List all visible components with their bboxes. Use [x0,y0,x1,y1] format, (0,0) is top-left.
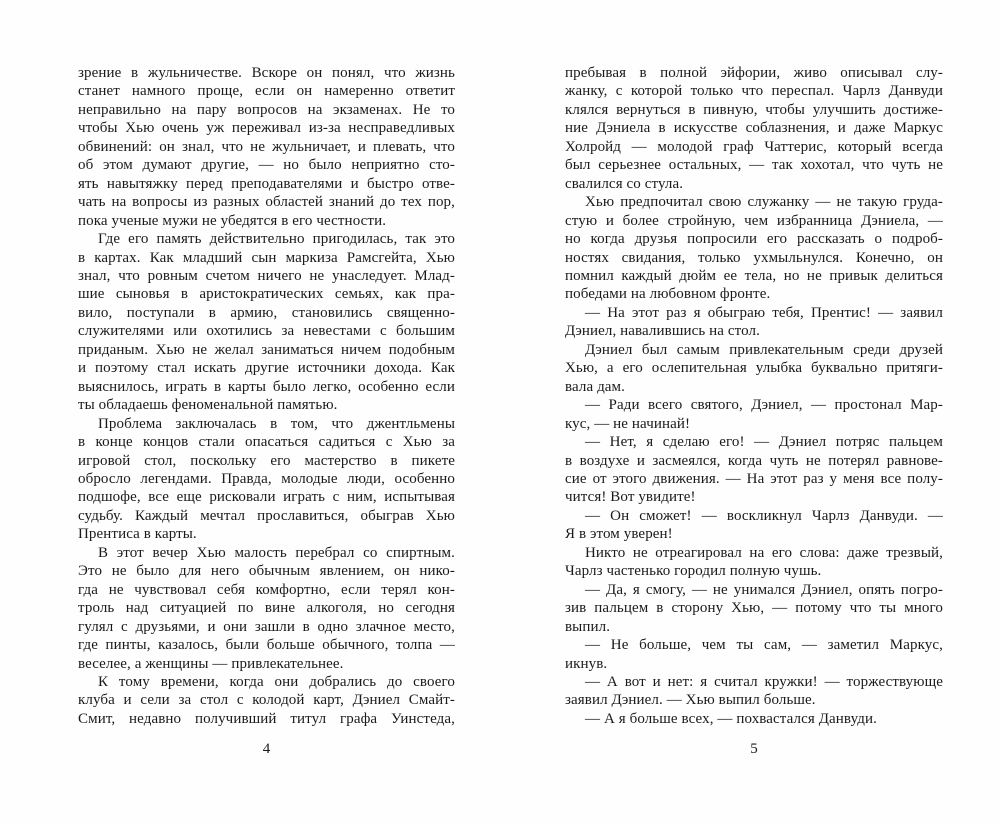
text-line: — Нет, я сделаю его! — Дэниел потряс пальцем [585,434,943,451]
text-line: стую и более стройную, чем избранница Дэниела, — [565,212,943,229]
text-line: Хью, а его ослепительная улыбка буквально притяги- [565,360,943,377]
text-line: Никто не отреагировал на его слова: даже трезвый, [585,544,943,561]
text-line: выпил. [565,618,611,635]
paragraph [565,304,943,341]
text-line: станет намного проще, если он намеренно ответит [78,83,455,100]
paragraph [565,507,943,544]
text-line: Дэниел, навалившись на стол. [565,323,760,340]
text-line: Дэниел был самым привлекательным среди друзей [585,341,943,358]
text-line: — На этот раз я обыграю тебя, Прентис! — заявил [585,304,943,321]
text-line: служителями или охотились за невестами с большим [78,323,455,340]
text-line: — Ради всего святого, Дэниел, — простонал Мар- [585,397,943,414]
text-line: вала дам. [565,378,625,395]
paragraph [565,710,943,728]
text-line: — Он сможет! — воскликнул Чарлз Данвуди. — [585,507,943,524]
paragraph [565,64,943,193]
text-line: в воздухе и засмеялся, когда чуть не потерял равнове- [565,452,943,469]
paragraph [565,581,943,636]
text-line: выяснилось, играть в карты было легко, особенно если [78,378,455,395]
text-line: — А я больше всех, — похвастался Данвуди. [585,710,877,727]
text-line: троль над ситуацией по вине алкоголя, но сегодня [78,600,455,617]
text-line: Хью предпочитал свою служанку — не такую груда- [585,194,943,211]
paragraph [565,673,943,710]
text-line: приданым. Хью не желал заниматься ничем подобным [78,341,455,358]
text-line: знал, что ровным счетом ничего не унаследует. Млад- [78,267,455,284]
text-line: Холройд — молодой граф Чаттерис, который всегда [565,138,943,155]
text-line: но когда друзья попросили его рассказать о подроб- [565,231,943,248]
paragraph [78,230,455,415]
text-line: обвинений: он знал, что не жульничает, и плевать, что [78,138,455,155]
paragraph [78,415,455,544]
text-line: обросло легендами. Правда, молодые люди, особенно [78,470,455,487]
text-line: пока ученые мужи не убедятся в его честности. [78,212,387,229]
text-line: клуба и сели за стол с колодой карт, Дэниел Смайт- [78,692,455,709]
text-line: шие сыновья в аристократических семьях, как пра- [78,286,455,303]
text-line: кус, — не начинай! [565,415,691,432]
paragraph [78,544,455,673]
text-line: заявил Дэниел. — Хью выпил больше. [565,692,816,709]
paragraph [565,396,943,433]
text-line: — Не больше, чем ты сам, — заметил Маркус, [585,637,943,654]
text-line: чтобы Хью очень уж переживал из-за несправедливых [78,120,455,137]
text-line: пребывая в полной эйфории, живо описывал слу- [565,65,943,81]
text-line: неправильно на пару вопросов на экзаменах. Не то [78,101,455,118]
right-page-number: 5 [750,741,758,757]
text-line: ностях свидания, только ухмыльнулся. Конечно, он [565,249,943,266]
right-page-text-column [565,64,943,728]
paragraph [78,673,455,728]
text-line: ять навытяжку перед преподавателями и быстро отве- [78,175,455,192]
text-line: зрение в жульничестве. Вскоре он понял, что жизнь [78,65,455,81]
text-line: ты обладаешь феноменальной памятью. [78,397,338,414]
left-page-text-column [78,64,455,728]
text-line: К тому времени, когда они добрались до своего [98,673,455,690]
text-line: судьбу. Каждый мечтал прославиться, обыграв Хью [78,507,455,524]
text-line: был серьезнее остальных, — так хохотал, что чуть не [565,157,943,174]
text-line: В этот вечер Хью малость перебрал со спиртным. [98,544,455,561]
text-line: — Да, я смогу, — не унимался Дэниел, опять погро- [585,581,943,598]
text-line: в картах. Как младший сын маркиза Рамсгейта, Хью [78,249,455,266]
text-line: свалился со стула. [565,175,684,192]
paragraph [78,64,455,230]
paragraph [565,544,943,581]
text-line: Прентиса в карты. [78,526,197,543]
text-line: икнув. [565,655,608,672]
text-line: ние Дэниела в искусстве соблазнения, и даже Маркус [565,120,943,137]
text-line: об этом думают другие, — но было неприятно сто- [78,157,455,174]
text-line: в конце концов стали опасаться садиться с Хью за [78,434,455,451]
text-line: Где его память действительно пригодилась, так это [98,231,455,248]
left-page-number: 4 [262,741,271,757]
text-line: Смит, недавно получивший титул графа Уинстеда, [78,710,455,727]
text-line: жанку, с которой только что переспал. Чарлз Данвуди [565,83,943,100]
text-line: — А вот и нет: я считал кружки! — торжествующе [585,673,943,690]
paragraph [565,193,943,304]
text-line: победами на любовном фронте. [565,286,771,303]
text-line: чать на вопросы из разных областей знаний до тех пор, [78,194,455,211]
text-line: где пинты, казалось, были больше обычного, толпа — [78,637,455,654]
text-line: зив пальцем в сторону Хью, — потому что ты много [565,600,943,617]
text-line: гда не чувствовал себя комфортно, если терял кон- [78,581,455,598]
text-line: гулял с друзьями, и они зашли в одно злачное место, [78,618,455,635]
text-line: Проблема заключалась в том, что джентльмены [98,415,455,432]
paragraph [565,341,943,396]
text-line: сие от этого движения. — На этот раз у меня все полу- [565,470,943,487]
paragraph [565,433,943,507]
text-line: Я в этом уверен! [565,526,673,543]
text-line: и поэтому стал искать другие источники дохода. Как [78,360,455,377]
text-line: вило, поступали в армию, становились священно- [78,304,455,321]
text-line: веселее, а женщины — привлекательнее. [78,655,344,672]
text-line: Это не было для него обычным явлением, он нико- [78,563,455,580]
paragraph [565,636,943,673]
text-line: помнил каждый дюйм ее тела, но не привык делиться [565,267,943,284]
text-line: Чарлз частенько городил полную чушь. [565,563,822,580]
text-line: чится! Вот увидите! [565,489,696,506]
text-line: подшофе, все еще рисковали играть с ним, испытывая [78,489,455,506]
text-line: клялся вернуться в пивную, чтобы улучшить достиже- [565,101,943,118]
text-line: игровой стол, поскольку его мастерство в пикете [78,452,455,469]
